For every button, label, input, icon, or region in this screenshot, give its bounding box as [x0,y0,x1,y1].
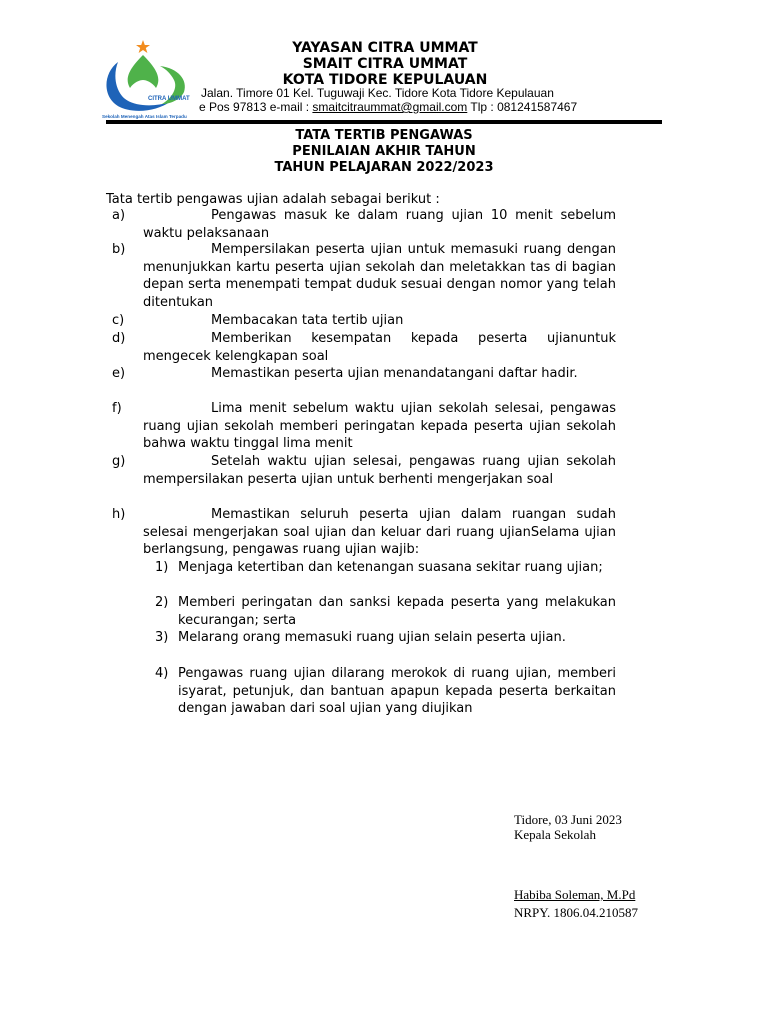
rule-text: Memberikan kesempatan kepada peserta ujianuntuk mengecek kelengkapan soal [143,331,616,364]
rule-item [106,330,616,365]
rule-text: Mempersilakan peserta ujian untuk memasuki ruang dengan menunjukkan kartu peserta ujian sekolah dan meletakkan tas di bagian depan serta menempati tempat duduk sesuai dengan nomor yang telah ditentukan [143,242,616,310]
foundation-name: YAYASAN CITRA UMMAT [292,40,478,56]
contact-line [199,100,577,114]
rule-item [106,241,616,311]
rule-label: h) [112,507,126,522]
contact-suffix: Tlp : 081241587467 [467,100,578,114]
rule-text: Pengawas masuk ke dalam ruang ujian 10 menit sebelum waktu pelaksanaan [143,208,616,241]
rule-item [106,365,616,383]
address-line: Jalan. Timore 01 Kel. Tuguwaji Kec. Tidore Kota Tidore Kepulauan [201,86,554,100]
city-name: KOTA TIDORE KEPULAUAN [282,72,488,88]
rule-label: f) [112,401,122,416]
school-logo [100,38,192,124]
signatory-name: Habiba Soleman, M.Pd [514,887,636,902]
logo-star-icon [136,40,150,53]
duty-number: 2) [155,595,169,610]
duty-number: 1) [155,560,169,575]
rule-text: Lima menit sebelum waktu ujian sekolah selesai, pengawas ruang ujian sekolah memberi peringatan kepada peserta ujian sekolah bahwa waktu tinggal lima menit [143,401,616,452]
rule-item [106,453,616,488]
document-title: TATA TERTIB PENGAWAS [295,128,473,143]
rule-label: g) [112,454,126,469]
svg-text:Sekolah Menengah Atas Islam Te: Sekolah Menengah Atas Islam Terpadu [102,114,187,119]
rule-item [106,506,616,559]
duty-text: Menjaga ketertiban dan ketenangan suasana sekitar ruang ujian; [178,560,603,575]
duty-item [142,665,616,718]
rule-item [106,207,616,242]
academic-year: TAHUN PELAJARAN 2022/2023 [274,160,494,175]
rule-text: Memastikan seluruh peserta ujian dalam ruangan sudah selesai mengerjakan soal ujian dan keluar dari ruang ujianSelama ujian berlangsung, pengawas ruang ujian wajib: [143,507,616,558]
email-link[interactable]: smaitcitraummat@gmail.com [312,100,468,114]
rule-text: Memastikan peserta ujian menandatangani daftar hadir. [211,366,578,381]
logo-dome-icon [128,55,159,88]
intro-text: Tata tertib pengawas ujian adalah sebagai berikut : [106,192,440,207]
rule-label: e) [112,366,126,381]
rule-text: Membacakan tata tertib ujian [211,313,404,328]
duty-item [142,594,616,629]
rule-label: b) [112,242,126,257]
duty-number: 4) [155,666,169,681]
duty-item [142,559,616,577]
contact-prefix: e Pos 97813 e-mail : [199,100,313,114]
duty-text: Pengawas ruang ujian dilarang merokok di ruang ujian, memberi isyarat, petunjuk, dan bantuan apapun kepada peserta berkaitan dengan jawaban dari soal ujian yang diujikan [178,666,616,717]
school-name: SMAIT CITRA UMMAT [302,56,468,72]
rule-label: a) [112,208,126,223]
document-subtitle: PENILAIAN AKHIR TAHUN [292,144,476,159]
rule-item [106,400,616,453]
duty-number: 3) [155,630,169,645]
signatory-id: NRPY. 1806.04.210587 [514,905,639,920]
duty-text: Melarang orang memasuki ruang ujian selain peserta ujian. [178,630,566,645]
rule-item [106,312,616,330]
svg-text:CITRA UMMAT: CITRA UMMAT [148,96,190,102]
rule-text: Setelah waktu ujian selesai, pengawas ruang ujian sekolah mempersilakan peserta ujian untuk berhenti mengerjakan soal [143,454,616,487]
letterhead-divider [106,120,662,124]
rule-label: d) [112,331,126,346]
duty-item [142,629,616,647]
rule-label: c) [112,313,125,328]
signature-role: Kepala Sekolah [514,827,596,842]
signature-place-date: Tidore, 03 Juni 2023 [514,812,622,827]
duty-text: Memberi peringatan dan sanksi kepada peserta yang melakukan kecurangan; serta [178,595,616,628]
